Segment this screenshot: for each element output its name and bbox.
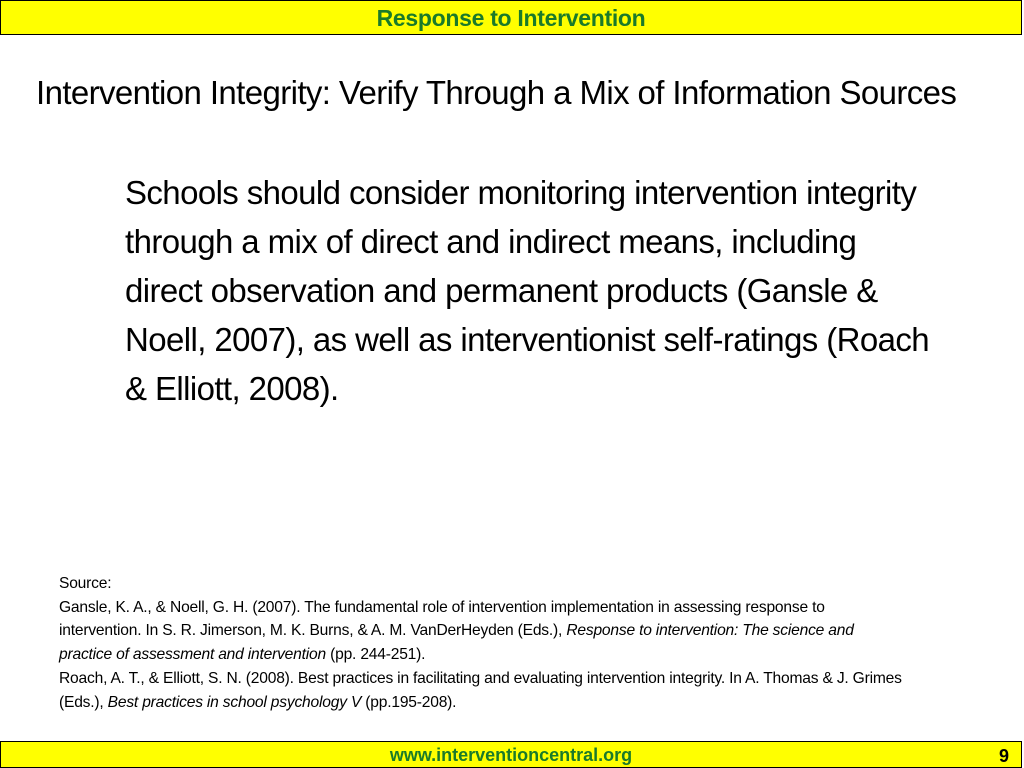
source-citations: [59, 572, 984, 714]
citation-pages: (pp. 244-251).: [325, 646, 426, 664]
body-line: direct observation and permanent products (Gansle &: [125, 272, 878, 309]
footer-url: www.interventioncentral.org: [389, 745, 633, 765]
header-bar: [0, 0, 1022, 35]
source-label: Source:: [59, 575, 112, 592]
body-line: & Elliott, 2008).: [125, 370, 339, 407]
citation-book-title: Best practices in school psychology V: [107, 693, 362, 711]
body-line: Schools should consider monitoring intervention integrity: [125, 174, 917, 211]
body-line: Noell, 2007), as well as interventionist self-ratings (Roach: [125, 321, 930, 358]
citation-gansle-line-2: [59, 619, 984, 643]
citation-pages: (pp.195-208).: [361, 693, 457, 711]
citation-book-title: practice of assessment and intervention: [59, 646, 326, 664]
citation-roach-line-1: Roach, A. T., & Elliott, S. N. (2008). Best practices in facilitating and evaluating intervention integrity. In A. Thomas & J. Grimes: [59, 669, 902, 687]
page-number: 9: [998, 746, 1009, 766]
citation-gansle-line-1: Gansle, K. A., & Noell, G. H. (2007). The fundamental role of intervention implementation in assessing response to: [59, 598, 825, 616]
citation-gansle-line-3: [59, 643, 984, 667]
header-title: Response to Intervention: [376, 5, 646, 31]
footer-bar: [0, 741, 1022, 768]
citation-book-title: Response to intervention: The science and: [566, 622, 854, 640]
citation-text: (Eds.),: [59, 693, 108, 711]
slide-body: [125, 168, 965, 413]
slide-title: Intervention Integrity: Verify Through a Mix of Information Sources: [36, 74, 957, 111]
citation-text: intervention. In S. R. Jimerson, M. K. Burns, & A. M. VanDerHeyden (Eds.),: [59, 622, 567, 640]
citation-roach-line-2: [59, 691, 984, 715]
body-line: through a mix of direct and indirect means, including: [125, 223, 857, 260]
